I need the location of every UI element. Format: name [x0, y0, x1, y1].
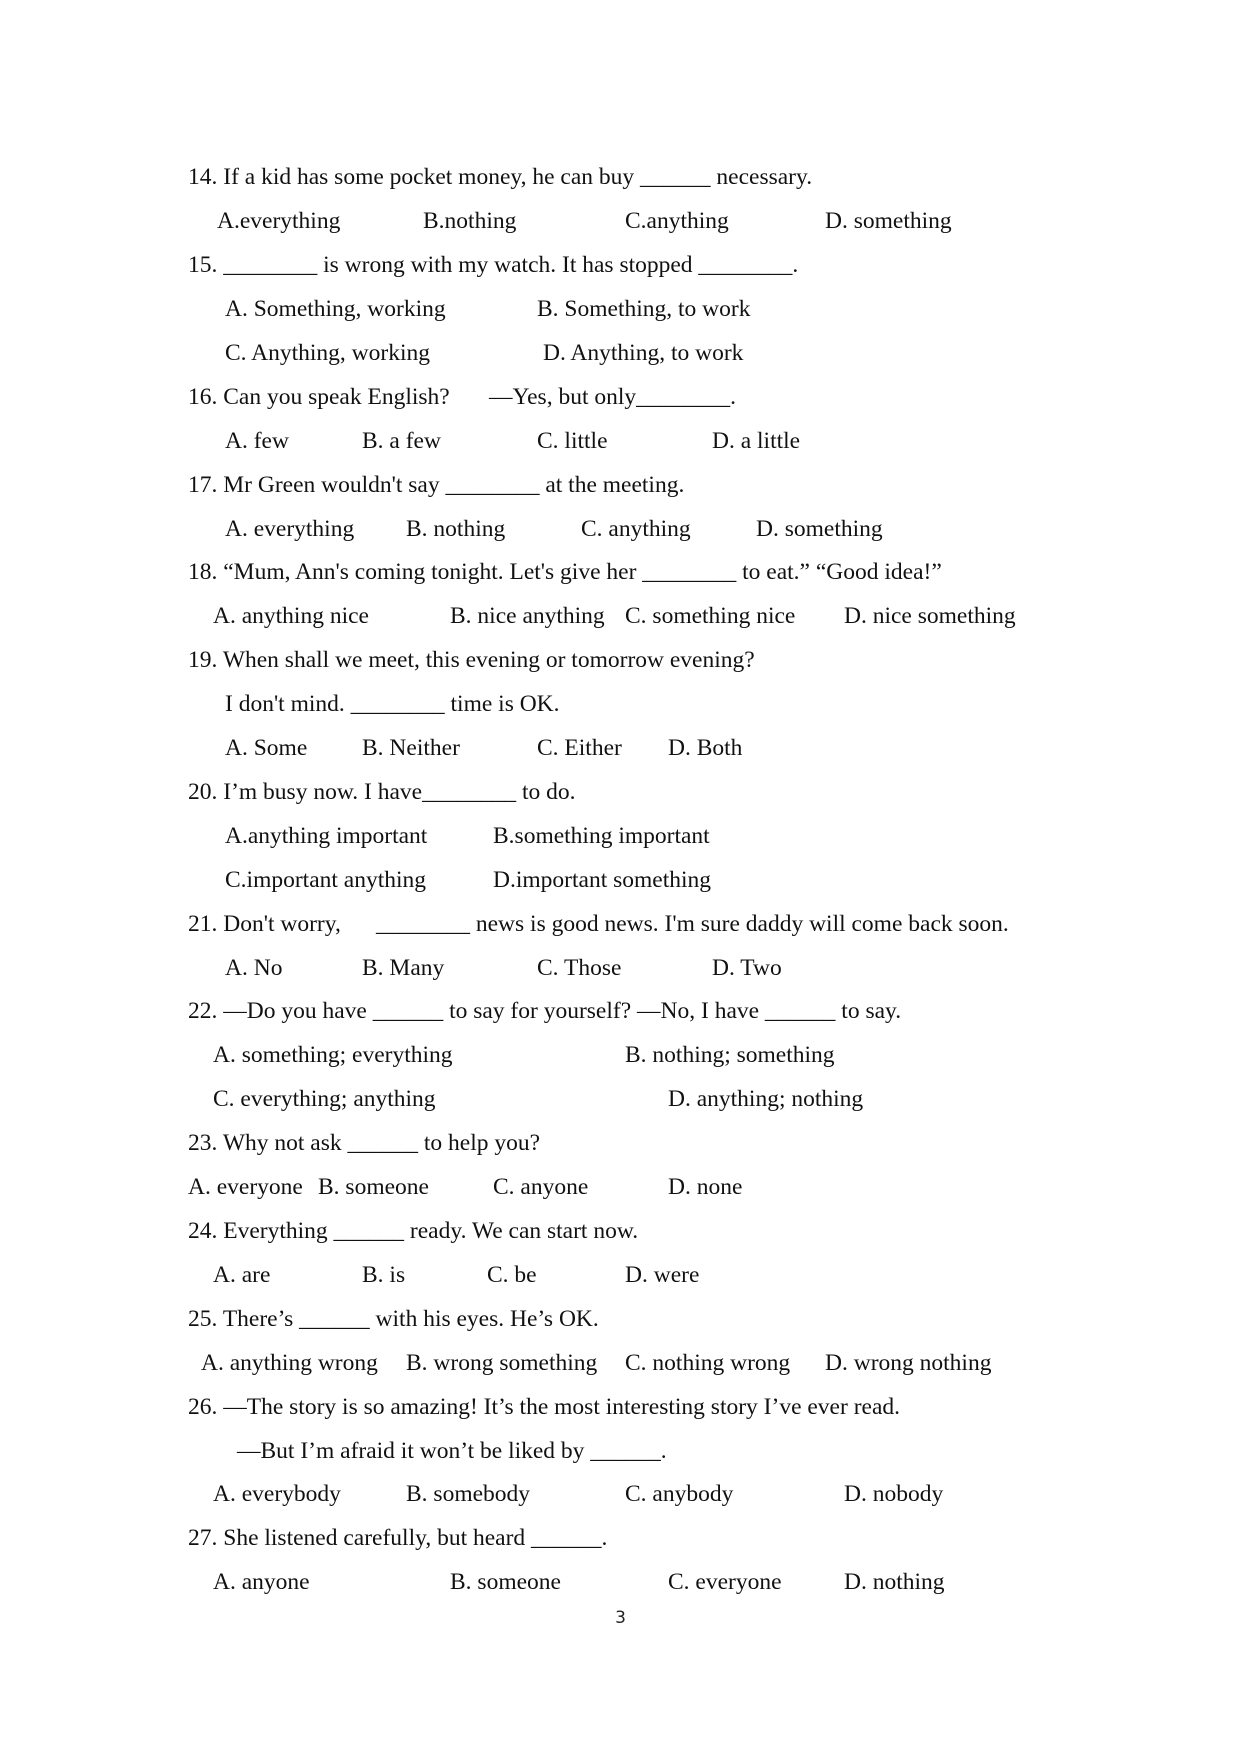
question-20-option-b: B.something important	[493, 823, 710, 849]
question-26-option-c: C. anybody	[625, 1481, 734, 1507]
question-19-option-b: B. Neither	[362, 735, 460, 761]
question-18-option-c: C. something nice	[625, 603, 796, 629]
question-19-stem: 19. When shall we meet, this evening or tomorrow evening?	[188, 647, 755, 673]
question-27-option-b: B. someone	[450, 1569, 561, 1595]
question-14-option-c: C.anything	[625, 208, 729, 234]
question-26-stem: 26. —The story is so amazing! It’s the most interesting story I’ve ever read.	[188, 1394, 900, 1420]
question-23-stem: 23. Why not ask ______ to help you?	[188, 1130, 541, 1156]
question-18-stem: 18. “Mum, Ann's coming tonight. Let's give her ________ to eat.” “Good idea!”	[188, 559, 942, 585]
question-21-option-b: B. Many	[362, 955, 445, 981]
question-27-option-a: A. anyone	[213, 1569, 310, 1595]
question-21-stem: 21. Don't worry,	[188, 911, 341, 937]
question-16-option-a: A. few	[225, 428, 289, 454]
question-20-option-c: C.important anything	[225, 867, 427, 893]
question-26-line-2: —But I’m afraid it won’t be liked by ______.	[237, 1438, 667, 1464]
question-20-option-a: A.anything important	[225, 823, 428, 849]
question-27-stem: 27. She listened carefully, but heard ______.	[188, 1525, 608, 1551]
question-19-line-2: I don't mind. ________ time is OK.	[225, 691, 560, 717]
question-16-option-d: D. a little	[712, 428, 801, 454]
question-25-option-b: B. wrong something	[406, 1350, 598, 1376]
question-16-option-b: B. a few	[362, 428, 441, 454]
question-17-option-a: A. everything	[225, 516, 355, 542]
page-number: 3	[615, 1608, 626, 1628]
question-26-option-b: B. somebody	[406, 1481, 531, 1507]
question-23-option-b: B. someone	[318, 1174, 429, 1200]
question-18-option-d: D. nice something	[844, 603, 1016, 629]
question-14-option-b: B.nothing	[423, 208, 517, 234]
question-22-option-d: D. anything; nothing	[668, 1086, 864, 1112]
question-19-option-d: D. Both	[668, 735, 743, 761]
question-25-stem: 25. There’s ______ with his eyes. He’s OK.	[188, 1306, 599, 1332]
question-22-option-c: C. everything; anything	[213, 1086, 436, 1112]
question-26-option-a: A. everybody	[213, 1481, 341, 1507]
question-16-stem: 16. Can you speak English?	[188, 384, 450, 410]
question-21-stem-rest: ________ news is good news. I'm sure daddy will come back soon.	[376, 911, 1009, 937]
question-19-option-a: A. Some	[225, 735, 308, 761]
question-21-option-a: A. No	[225, 955, 283, 981]
question-24-option-c: C. be	[487, 1262, 537, 1288]
question-21-option-d: D. Two	[712, 955, 782, 981]
question-23-option-d: D. none	[668, 1174, 743, 1200]
question-27-option-d: D. nothing	[844, 1569, 945, 1595]
question-15-stem: 15. ________ is wrong with my watch. It has stopped ________.	[188, 252, 799, 278]
question-14-stem: 14. If a kid has some pocket money, he can buy ______ necessary.	[188, 164, 813, 190]
question-25-option-d: D. wrong nothing	[825, 1350, 992, 1376]
question-20-stem: 20. I’m busy now. I have________ to do.	[188, 779, 576, 805]
question-22-stem: 22. —Do you have ______ to say for yourself? —No, I have ______ to say.	[188, 998, 902, 1024]
question-14-option-a: A.everything	[217, 208, 341, 234]
question-17-option-c: C. anything	[581, 516, 691, 542]
question-22-option-b: B. nothing; something	[625, 1042, 835, 1068]
question-24-option-b: B. is	[362, 1262, 406, 1288]
question-25-option-a: A. anything wrong	[201, 1350, 378, 1376]
question-17-stem: 17. Mr Green wouldn't say ________ at the meeting.	[188, 472, 685, 498]
question-14-option-d: D. something	[825, 208, 952, 234]
question-24-option-d: D. were	[625, 1262, 700, 1288]
question-15-option-b: B. Something, to work	[537, 296, 751, 322]
question-25-option-c: C. nothing wrong	[625, 1350, 791, 1376]
question-23-option-c: C. anyone	[493, 1174, 589, 1200]
question-17-option-b: B. nothing	[406, 516, 506, 542]
question-17-option-d: D. something	[756, 516, 883, 542]
question-22-option-a: A. something; everything	[213, 1042, 453, 1068]
question-20-option-d: D.important something	[493, 867, 712, 893]
question-27-option-c: C. everyone	[668, 1569, 782, 1595]
question-15-option-c: C. Anything, working	[225, 340, 430, 366]
question-18-option-a: A. anything nice	[213, 603, 369, 629]
question-23-option-a: A. everyone	[188, 1174, 303, 1200]
question-26-option-d: D. nobody	[844, 1481, 944, 1507]
question-24-option-a: A. are	[213, 1262, 271, 1288]
question-15-option-d: D. Anything, to work	[543, 340, 744, 366]
question-16-reply: —Yes, but only________.	[489, 384, 737, 410]
question-16-option-c: C. little	[537, 428, 608, 454]
question-19-option-c: C. Either	[537, 735, 622, 761]
question-24-stem: 24. Everything ______ ready. We can start now.	[188, 1218, 639, 1244]
question-21-option-c: C. Those	[537, 955, 622, 981]
question-15-option-a: A. Something, working	[225, 296, 446, 322]
question-18-option-b: B. nice anything	[450, 603, 605, 629]
